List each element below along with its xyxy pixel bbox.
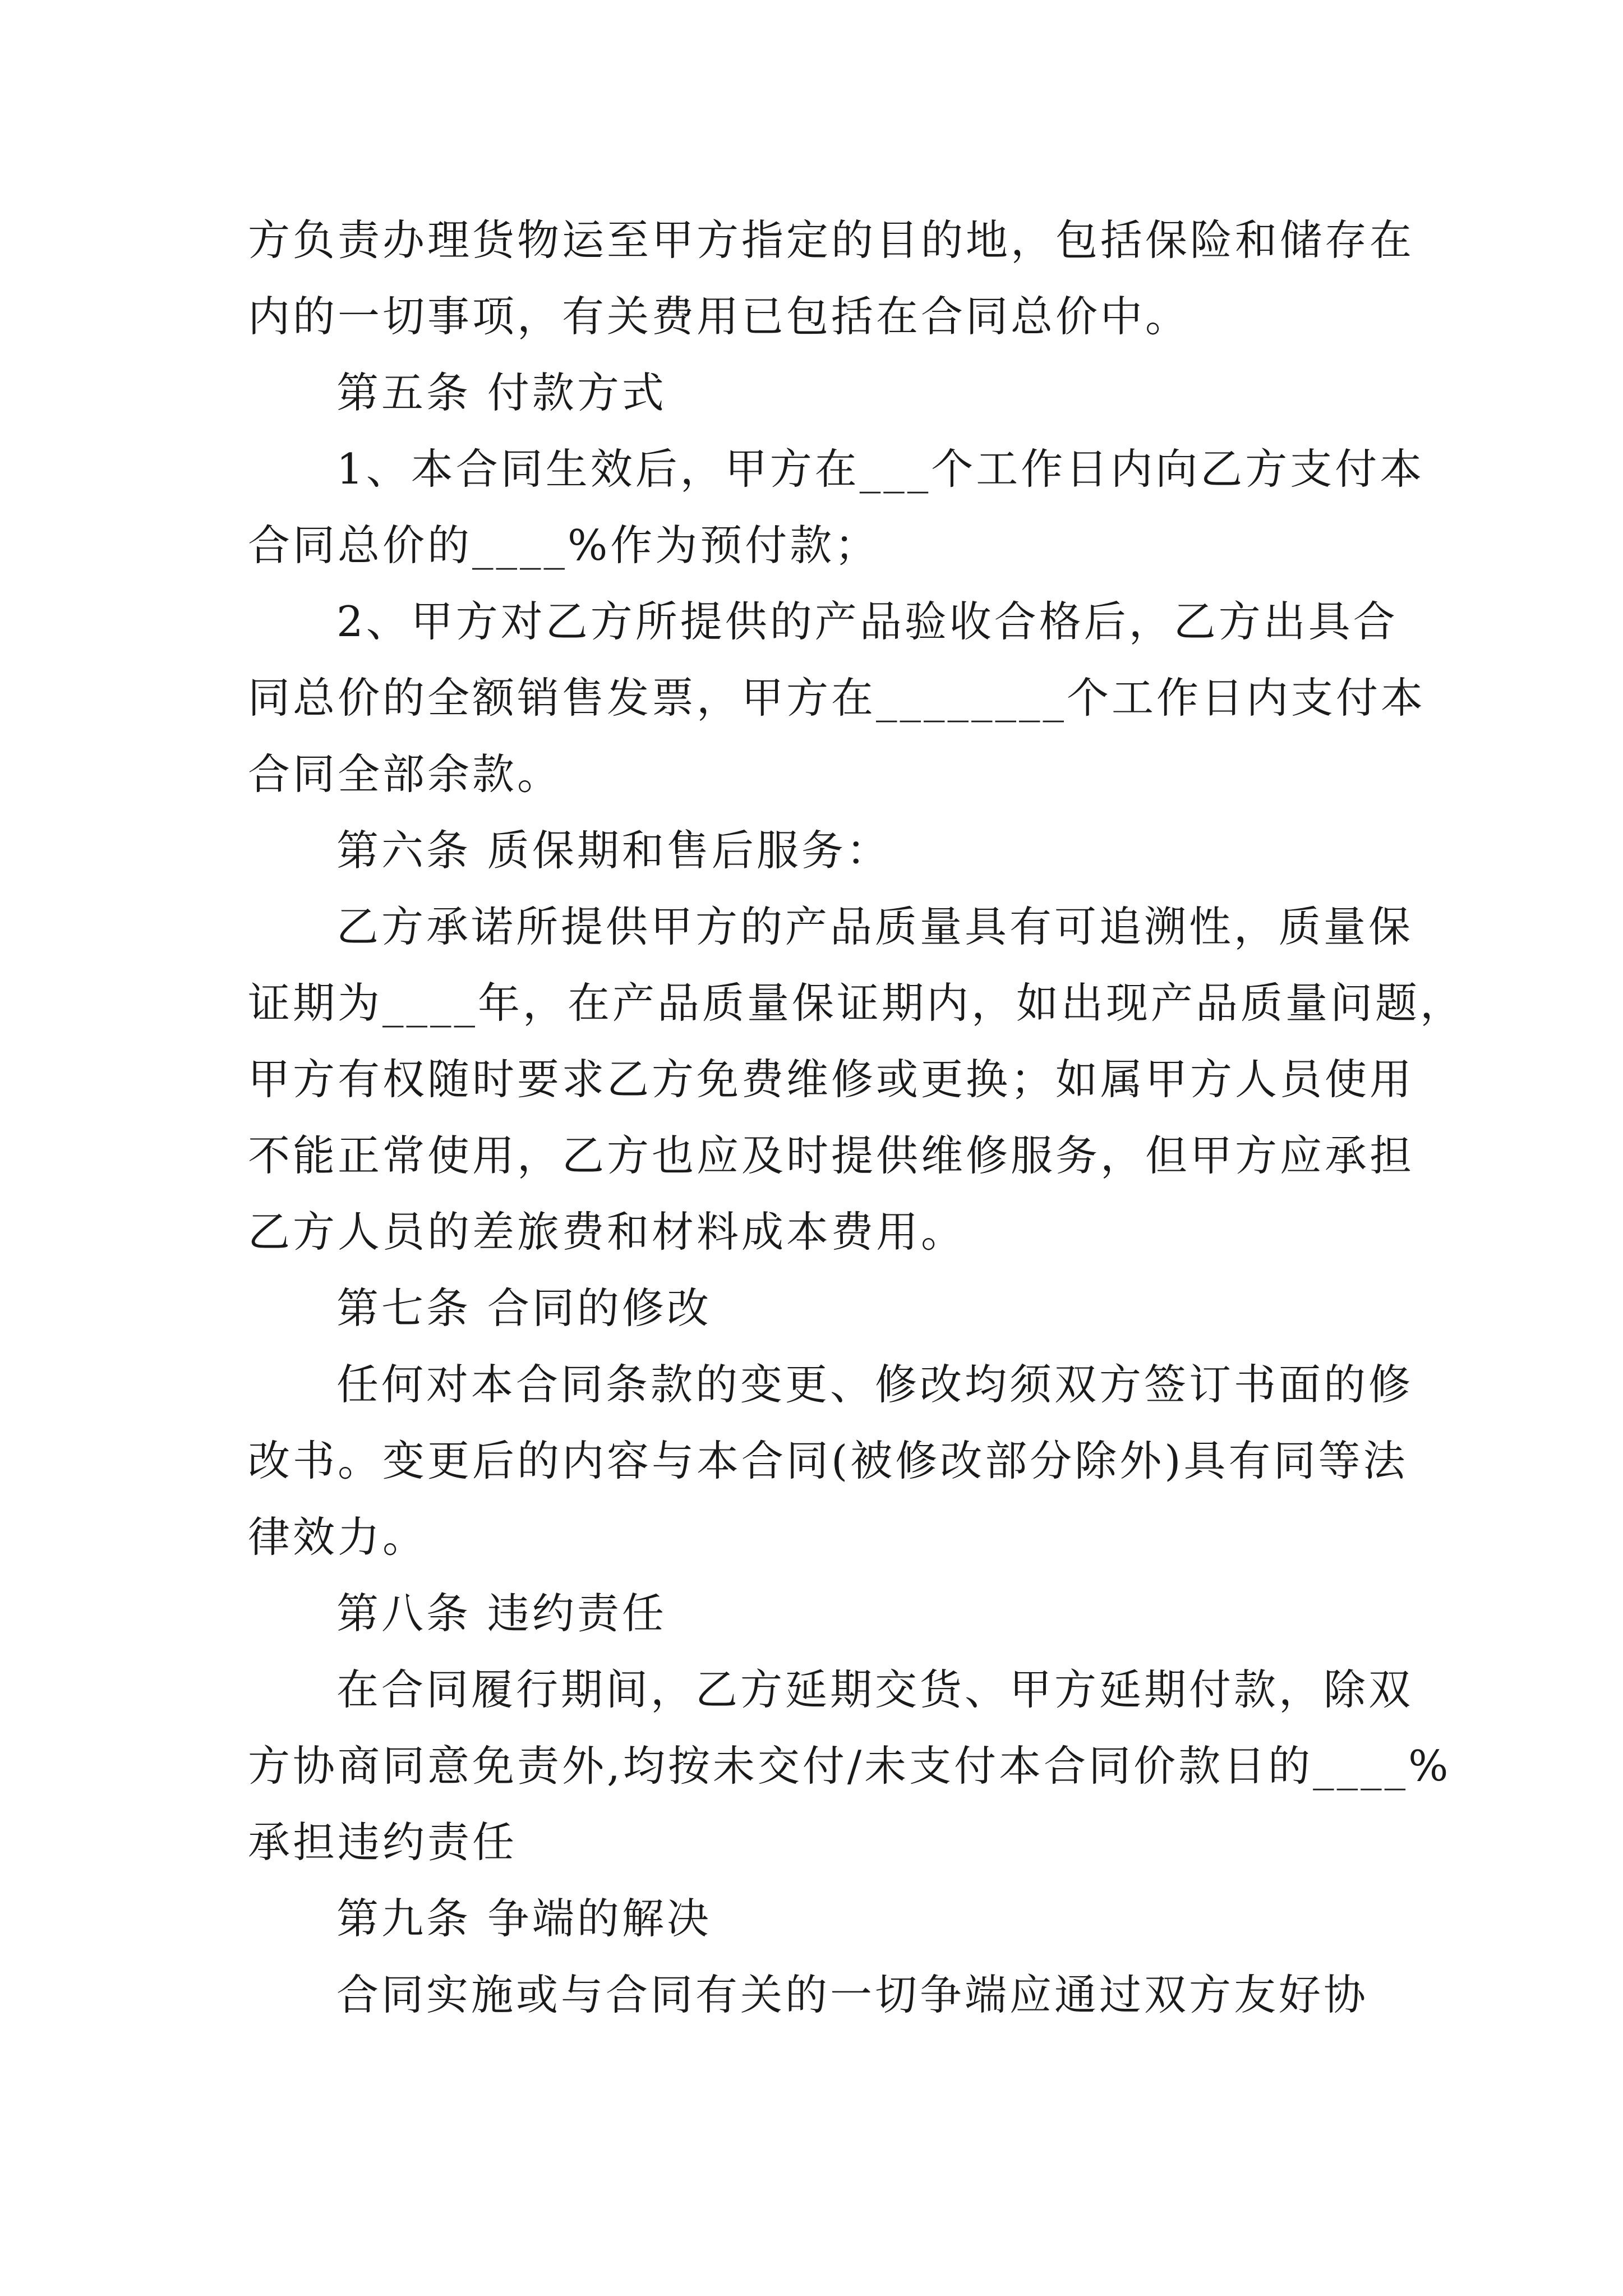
text-line: 证期为____年，在产品质量保证期内，如出现产品质量问题，	[248, 978, 1465, 1028]
text-line: 同总价的全额销售发票，甲方在________个工作日内支付本	[248, 673, 1426, 723]
text-line: 合同总价的____%作为预付款；	[248, 521, 880, 570]
text-line: 方协商同意免责外,均按未交付/未支付本合同价款日的____%	[248, 1741, 1451, 1791]
text-line: 2、甲方对乙方所提供的产品验收合格后，乙方出具合	[336, 597, 1398, 646]
text-line: 1、本合同生效后，甲方在___个工作日内向乙方支付本	[336, 444, 1425, 494]
text-line: 方负责办理货物运至甲方指定的目的地，包括保险和储存在	[248, 215, 1415, 265]
text-line: 第五条 付款方式	[336, 368, 667, 417]
text-line: 第六条 质保期和售后服务：	[336, 826, 891, 875]
text-line: 承担违约责任	[248, 1818, 518, 1867]
text-line: 甲方有权随时要求乙方免费维修或更换；如属甲方人员使用	[248, 1055, 1415, 1104]
text-line: 律效力。	[248, 1512, 428, 1562]
text-line: 在合同履行期间，乙方延期交货、甲方延期付款，除双	[336, 1665, 1414, 1714]
text-line: 内的一切事项，有关费用已包括在合同总价中。	[248, 292, 1191, 341]
text-line: 不能正常使用，乙方也应及时提供维修服务，但甲方应承担	[248, 1131, 1415, 1180]
text-line: 第八条 违约责任	[336, 1589, 667, 1638]
text-line: 第九条 争端的解决	[336, 1894, 712, 1943]
text-line: 改书。变更后的内容与本合同(被修改部分除外)具有同等法	[248, 1436, 1408, 1485]
text-line: 合同全部余款。	[248, 749, 562, 799]
text-line: 合同实施或与合同有关的一切争端应通过双方友好协	[336, 1970, 1369, 2019]
text-line: 第七条 合同的修改	[336, 1283, 712, 1333]
text-line: 任何对本合同条款的变更、修改均须双方签订书面的修	[336, 1360, 1414, 1409]
text-line: 乙方人员的差旅费和材料成本费用。	[248, 1207, 966, 1257]
text-line: 乙方承诺所提供甲方的产品质量具有可追溯性，质量保	[336, 902, 1414, 951]
contract-text	[248, 202, 1465, 2033]
